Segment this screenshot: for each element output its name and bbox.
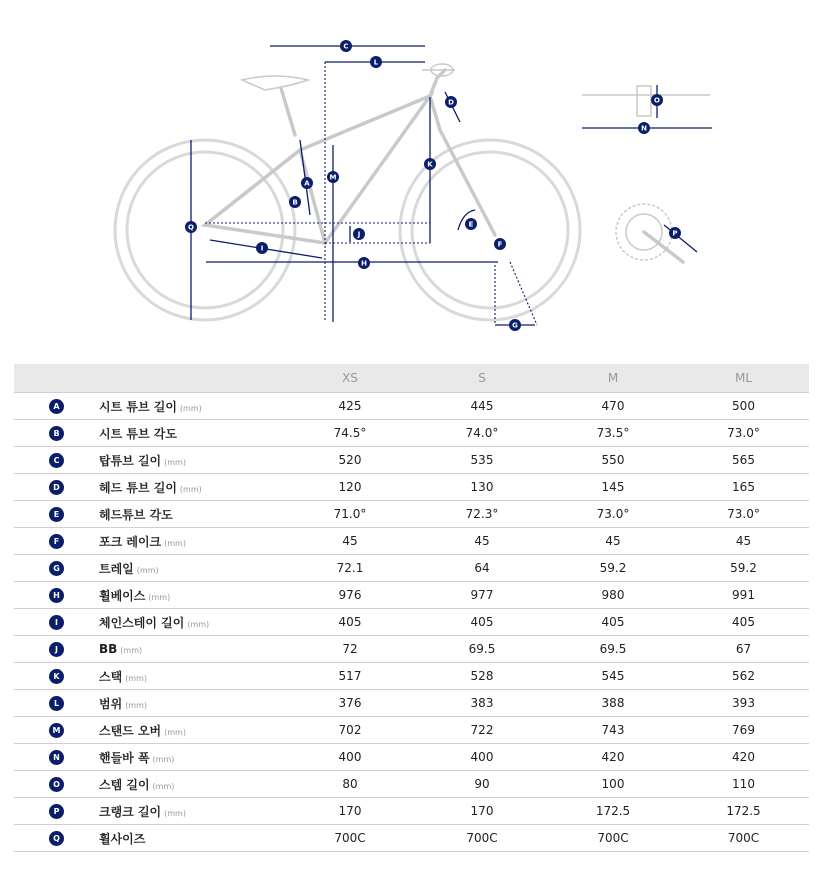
marker-p [669,227,681,239]
marker-l [370,56,382,68]
svg-text:F: F [497,240,503,249]
row-label: 스탠드 오버 [99,723,162,738]
header-size-xs: XS [284,364,416,393]
value-cell-ml: 405 [678,609,809,636]
table-row [14,393,809,420]
row-key-badge: G [49,561,64,576]
svg-text:Q: Q [188,223,194,232]
value-cell-ml: 73.0° [678,501,809,528]
value-cell-s: 64 [416,555,548,582]
row-key-cell [14,474,99,501]
svg-text:D: D [448,98,454,107]
value-cell-xs: 400 [284,744,416,771]
value-cell-xs: 120 [284,474,416,501]
value-cell-xs: 72 [284,636,416,663]
bike-frame [205,64,495,243]
value-cell-xs: 702 [284,717,416,744]
row-label-cell [99,717,284,744]
row-label: 체인스테이 길이 [99,615,185,630]
value-cell-ml: 500 [678,393,809,420]
value-cell-s: 722 [416,717,548,744]
marker-f [494,238,506,250]
table-row [14,420,809,447]
marker-b [289,196,301,208]
row-label-cell [99,690,284,717]
row-label: 시트 튜브 각도 [99,426,177,441]
row-key-badge: A [49,399,64,414]
row-key-badge: J [49,642,64,657]
value-cell-s: 445 [416,393,548,420]
row-unit: (mm) [148,592,171,602]
value-cell-s: 383 [416,690,548,717]
row-key-badge: C [49,453,64,468]
row-label: 헤드튜브 각도 [99,507,173,522]
value-cell-ml: 769 [678,717,809,744]
row-unit: (mm) [164,457,186,467]
row-key-badge: N [49,750,64,765]
value-cell-s: 69.5 [416,636,548,663]
value-cell-ml: 420 [678,744,809,771]
value-cell-ml: 45 [678,528,809,555]
row-label-cell [99,420,284,447]
svg-text:E: E [468,220,474,229]
row-label-cell [99,447,284,474]
value-cell-ml: 67 [678,636,809,663]
value-cell-xs: 520 [284,447,416,474]
value-cell-m: 388 [548,690,678,717]
row-unit: (mm) [179,403,202,413]
value-cell-ml: 565 [678,447,809,474]
row-key-cell [14,393,99,420]
row-key-cell [14,582,99,609]
svg-text:K: K [427,160,433,169]
value-cell-s: 90 [416,771,548,798]
row-label-cell [99,393,284,420]
row-key-badge: E [49,507,64,522]
svg-text:N: N [641,124,647,133]
svg-text:L: L [373,58,379,67]
row-key-cell [14,798,99,825]
value-cell-m: 100 [548,771,678,798]
row-label: 트레일 [99,561,134,576]
row-label-cell [99,609,284,636]
value-cell-m: 59.2 [548,555,678,582]
marker-q [185,221,197,233]
table-row [14,690,809,717]
row-key-cell [14,447,99,474]
value-cell-xs: 405 [284,609,416,636]
row-key-badge: P [49,804,64,819]
row-key-cell [14,744,99,771]
bike-geometry-diagram [0,0,822,350]
value-cell-s: 400 [416,744,548,771]
value-cell-m: 545 [548,663,678,690]
value-cell-xs: 517 [284,663,416,690]
header-size-m: M [548,364,678,393]
row-unit: (mm) [187,619,210,629]
value-cell-m: 550 [548,447,678,474]
svg-text:J: J [357,230,361,239]
row-label: 휠사이즈 [99,831,146,846]
svg-text:G: G [512,321,518,330]
value-cell-s: 405 [416,609,548,636]
row-label: 시트 튜브 길이 [99,399,177,414]
row-unit: (mm) [164,808,186,818]
row-unit: (mm) [136,565,159,575]
value-cell-ml: 73.0° [678,420,809,447]
value-cell-m: 172.5 [548,798,678,825]
row-key-badge: H [49,588,64,603]
value-cell-ml: 59.2 [678,555,809,582]
table-row [14,582,809,609]
svg-text:P: P [672,229,678,238]
row-unit: (mm) [120,646,143,655]
value-cell-s: 45 [416,528,548,555]
value-cell-m: 45 [548,528,678,555]
row-key-badge: D [49,480,64,495]
value-cell-s: 170 [416,798,548,825]
value-cell-ml: 172.5 [678,798,809,825]
svg-text:H: H [361,259,367,268]
marker-i [256,242,268,254]
value-cell-xs: 80 [284,771,416,798]
marker-e [465,218,477,230]
row-label-cell [99,798,284,825]
row-key-badge: K [49,669,64,684]
value-cell-xs: 976 [284,582,416,609]
marker-c [340,40,352,52]
table-header-row [14,364,809,393]
row-key-badge: M [49,723,64,738]
value-cell-xs: 700C [284,825,416,852]
value-cell-m: 420 [548,744,678,771]
row-label: BB [99,642,118,656]
row-label: 스택 [99,669,123,684]
svg-text:O: O [654,96,660,105]
row-key-badge: L [49,696,64,711]
table-row [14,555,809,582]
value-cell-xs: 72.1 [284,555,416,582]
row-label: 스템 길이 [99,777,150,792]
marker-d [445,96,457,108]
table-row [14,825,809,852]
header-label [99,364,284,393]
marker-a [301,177,313,189]
row-label-cell [99,825,284,852]
table-row [14,474,809,501]
value-cell-m: 980 [548,582,678,609]
value-cell-xs: 170 [284,798,416,825]
value-cell-xs: 74.5° [284,420,416,447]
table-row [14,636,809,663]
marker-h [358,257,370,269]
handlebar-top-view [582,86,710,116]
geometry-table-body [14,393,809,852]
row-label: 휠베이스 [99,588,146,603]
marker-k [424,158,436,170]
marker-o [651,94,663,106]
value-cell-m: 470 [548,393,678,420]
value-cell-ml: 393 [678,690,809,717]
svg-text:C: C [343,42,349,51]
row-label-cell [99,582,284,609]
table-row [14,447,809,474]
value-cell-m: 405 [548,609,678,636]
value-cell-xs: 425 [284,393,416,420]
geometry-table [14,364,809,852]
row-key-badge: Q [49,831,64,846]
value-cell-xs: 45 [284,528,416,555]
svg-text:I: I [260,244,264,253]
row-label-cell [99,501,284,528]
row-label-cell [99,528,284,555]
row-key-cell [14,420,99,447]
row-key-badge: B [49,426,64,441]
row-key-cell [14,501,99,528]
row-key-cell [14,690,99,717]
row-key-cell [14,771,99,798]
marker-n [638,122,650,134]
row-unit: (mm) [152,754,175,764]
value-cell-s: 74.0° [416,420,548,447]
row-key-cell [14,555,99,582]
row-key-cell [14,636,99,663]
value-cell-m: 73.0° [548,501,678,528]
header-key [14,364,99,393]
table-row [14,663,809,690]
row-label: 범위 [99,696,123,711]
table-row [14,609,809,636]
row-label-cell [99,474,284,501]
marker-j [353,228,365,240]
table-row [14,744,809,771]
table-row [14,528,809,555]
row-key-badge: I [49,615,64,630]
svg-text:A: A [304,179,310,188]
rear-wheel [115,140,298,320]
row-unit: (mm) [164,538,186,548]
row-unit: (mm) [125,700,148,710]
value-cell-xs: 376 [284,690,416,717]
row-key-cell [14,717,99,744]
row-label-cell [99,663,284,690]
value-cell-ml: 165 [678,474,809,501]
value-cell-m: 73.5° [548,420,678,447]
value-cell-m: 69.5 [548,636,678,663]
header-size-ml: ML [678,364,809,393]
value-cell-m: 145 [548,474,678,501]
value-cell-s: 528 [416,663,548,690]
table-row [14,501,809,528]
svg-text:B: B [292,198,298,207]
value-cell-m: 700C [548,825,678,852]
marker-m [327,171,339,183]
svg-text:M: M [329,173,337,182]
row-unit: (mm) [164,727,186,737]
row-label: 핸들바 폭 [99,750,150,765]
value-cell-s: 977 [416,582,548,609]
row-label: 포크 레이크 [99,534,162,549]
row-label: 탑튜브 길이 [99,453,162,468]
row-label-cell [99,744,284,771]
row-label: 크랭크 길이 [99,804,162,819]
row-label-cell [99,636,284,663]
value-cell-ml: 991 [678,582,809,609]
value-cell-ml: 700C [678,825,809,852]
marker-g [509,319,521,331]
table-row [14,717,809,744]
row-key-cell [14,528,99,555]
row-key-cell [14,663,99,690]
value-cell-m: 743 [548,717,678,744]
table-row [14,798,809,825]
row-key-badge: O [49,777,64,792]
row-label-cell [99,771,284,798]
row-key-cell [14,609,99,636]
row-key-badge: F [49,534,64,549]
header-size-s: S [416,364,548,393]
value-cell-s: 72.3° [416,501,548,528]
row-unit: (mm) [152,781,175,791]
value-cell-ml: 562 [678,663,809,690]
value-cell-s: 130 [416,474,548,501]
row-unit: (mm) [125,673,148,683]
value-cell-xs: 71.0° [284,501,416,528]
value-cell-s: 535 [416,447,548,474]
table-row [14,771,809,798]
value-cell-s: 700C [416,825,548,852]
row-unit: (mm) [179,484,202,494]
value-cell-ml: 110 [678,771,809,798]
row-key-cell [14,825,99,852]
row-label: 헤드 튜브 길이 [99,480,177,495]
row-label-cell [99,555,284,582]
